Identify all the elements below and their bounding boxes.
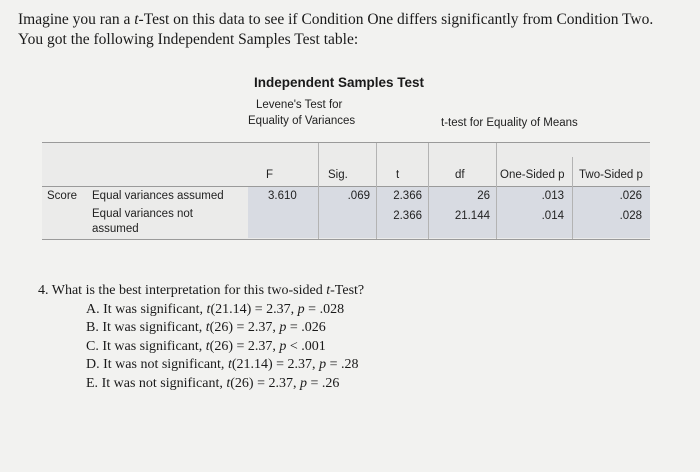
prompt-line-1: Imagine you ran a t-Test on this data to see if Condition One differs significantly from Condition Two. [18,11,654,28]
cell-sig: .069 [347,190,370,202]
row-label-not-assumed-2: assumed [92,223,139,235]
answer-option-b[interactable]: B. It was significant, t(26) = 2.37, p = .026 [86,320,326,335]
grid-line [376,143,377,239]
levene-header-line1: Levene's Test for [256,99,343,111]
question-4 [38,282,364,393]
answer-option-e[interactable]: E. It was not significant, t(26) = 2.37, p = .26 [86,375,340,391]
col-header-f: F [266,169,274,181]
ttest-header: t-test for Equality of Means [441,117,578,129]
cell-df-row1: 26 [477,190,490,202]
cell-two-sided-row1: .026 [619,190,642,202]
grid-line [496,143,497,239]
answer-option-a[interactable]: A. It was significant, t(21.14) = 2.37, p = .028 [86,301,345,317]
answer-option-d[interactable]: D. It was not significant, t(21.14) = 2.37, p = .28 [86,357,359,372]
col-header-one-sided: One-Sided p [500,169,565,181]
col-header-two-sided: Two-Sided p [579,169,643,181]
cell-one-sided-row2: .014 [541,210,564,222]
cell-df-row2: 21.144 [454,210,490,222]
grid-line [572,157,573,239]
grid-line [428,143,429,239]
row-label-not-assumed-1: Equal variances not [92,208,194,220]
prompt-line-2: You got the following Independent Samples Test table: [18,31,359,48]
question-stem: 4. What is the best interpretation for this two-sided t-Test? [38,283,365,298]
header-divider [42,186,650,187]
table-title: Independent Samples Test [254,75,425,90]
col-header-df: df [455,169,465,181]
independent-samples-table [42,142,650,240]
cell-t-row2: 2.366 [393,210,422,222]
cell-f: 3.610 [268,190,297,202]
grid-line [318,143,319,239]
row-label-equal-assumed: Equal variances assumed [92,190,224,202]
levene-header-line2: Equality of Variances [248,115,356,127]
col-header-sig: Sig. [328,169,348,181]
cell-one-sided-row1: .013 [541,190,564,202]
row-group-label: Score [47,190,78,202]
question-prompt [18,10,688,50]
col-header-t: t [396,169,400,181]
cell-t-row1: 2.366 [393,190,422,202]
cell-two-sided-row2: .028 [619,210,642,222]
answer-option-c[interactable]: C. It was significant, t(26) = 2.37, p < .001 [86,338,326,354]
